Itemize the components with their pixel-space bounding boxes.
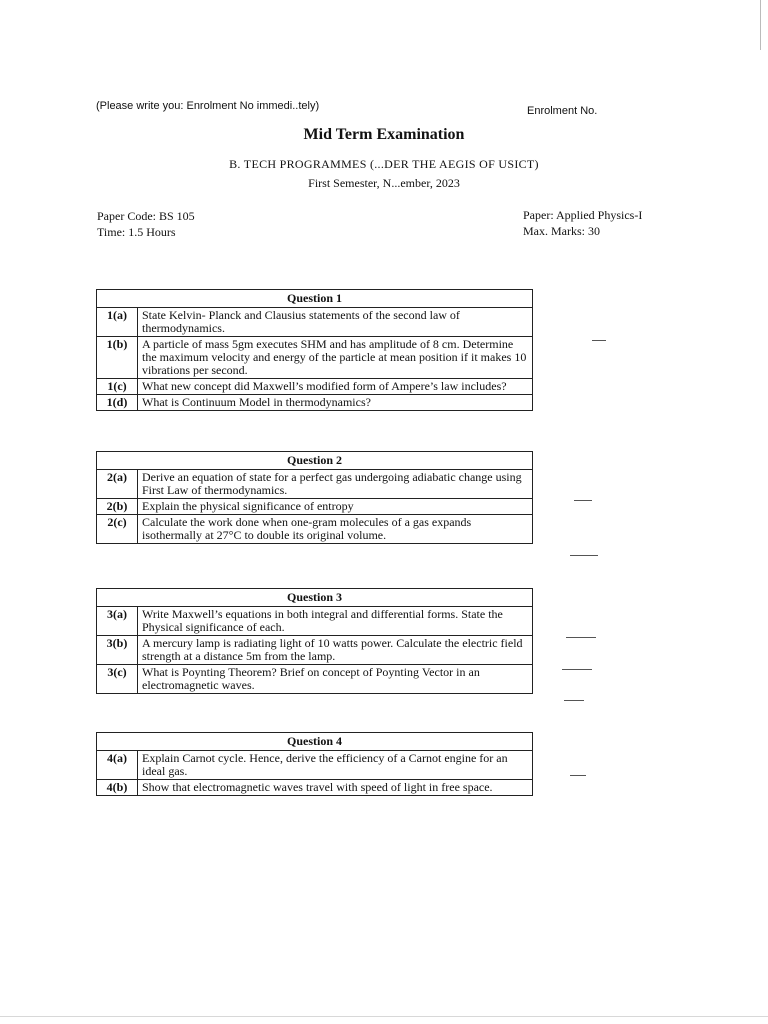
part-text: A mercury lamp is radiating light of 10 watts power. Calculate the electric field strength at a distance 5m from the lamp. — [138, 636, 533, 665]
part-number: 2(b) — [97, 499, 138, 515]
part-number: 1(d) — [97, 395, 138, 411]
question-part — [97, 607, 533, 636]
question-3-table — [96, 588, 533, 694]
question-heading: Question 4 — [97, 733, 533, 751]
time-allowed: Time: 1.5 Hours — [97, 225, 176, 239]
part-number: 1(b) — [97, 337, 138, 379]
part-number: 4(b) — [97, 780, 138, 796]
part-text: What new concept did Maxwell’s modified form of Ampere’s law includes? — [138, 379, 533, 395]
question-part — [97, 515, 533, 544]
question-1-table — [96, 289, 533, 411]
question-heading: Question 2 — [97, 452, 533, 470]
enrolment-instruction: (Please write you: Enrolment No immedi..tely) — [96, 100, 320, 112]
programme-line: B. TECH PROGRAMMES (...DER THE AEGIS OF USICT) — [229, 157, 539, 171]
paper-info-right — [523, 207, 642, 239]
part-text: State Kelvin- Planck and Clausius statements of the second law of thermodynamics. — [138, 308, 533, 337]
part-number: 3(c) — [97, 665, 138, 694]
part-text: Write Maxwell’s equations in both integral and differential forms. State the Physical significance of each. — [138, 607, 533, 636]
part-text: A particle of mass 5gm executes SHM and has amplitude of 8 cm. Determine the maximum velocity and energy of the particle at mean position if it makes 10 vibrations per second. — [138, 337, 533, 379]
question-part — [97, 395, 533, 411]
scan-edge — [760, 0, 761, 50]
question-part — [97, 470, 533, 499]
question-4-table — [96, 732, 533, 796]
part-number: 3(a) — [97, 607, 138, 636]
max-marks: Max. Marks: 30 — [523, 224, 600, 238]
margin-mark — [566, 637, 596, 638]
margin-mark — [574, 500, 592, 501]
question-heading: Question 3 — [97, 589, 533, 607]
exam-title: Mid Term Examination — [303, 126, 465, 143]
question-part — [97, 308, 533, 337]
part-number: 2(c) — [97, 515, 138, 544]
part-text: Explain Carnot cycle. Hence, derive the efficiency of a Carnot engine for an ideal gas. — [138, 751, 533, 780]
part-text: What is Continuum Model in thermodynamics? — [138, 395, 533, 411]
question-part — [97, 751, 533, 780]
semester-line: First Semester, N...ember, 2023 — [308, 176, 460, 190]
part-number: 3(b) — [97, 636, 138, 665]
question-part — [97, 780, 533, 796]
part-text: What is Poynting Theorem? Brief on concept of Poynting Vector in an electromagnetic waves. — [138, 665, 533, 694]
part-number: 1(a) — [97, 308, 138, 337]
question-part — [97, 499, 533, 515]
margin-mark — [570, 775, 586, 776]
margin-mark — [562, 669, 592, 670]
part-number: 2(a) — [97, 470, 138, 499]
part-text: Explain the physical significance of entropy — [138, 499, 533, 515]
paper-info-left — [97, 208, 195, 240]
part-number: 4(a) — [97, 751, 138, 780]
paper-code: Paper Code: BS 105 — [97, 209, 195, 223]
margin-mark — [570, 555, 598, 556]
paper-name: Paper: Applied Physics-I — [523, 208, 643, 222]
margin-mark — [564, 700, 584, 701]
part-text: Derive an equation of state for a perfect gas undergoing adiabatic change using First Law of thermodynamics. — [138, 470, 533, 499]
question-part — [97, 636, 533, 665]
question-heading: Question 1 — [97, 290, 533, 308]
question-part — [97, 379, 533, 395]
question-part — [97, 337, 533, 379]
part-number: 1(c) — [97, 379, 138, 395]
part-text: Calculate the work done when one-gram molecules of a gas expands isothermally at 27°C to double its original volume. — [138, 515, 533, 544]
enrolment-number-label: Enrolment No. — [527, 105, 598, 117]
question-2-table — [96, 451, 533, 544]
margin-mark — [592, 340, 606, 341]
scan-edge — [0, 1016, 768, 1017]
part-text: Show that electromagnetic waves travel with speed of light in free space. — [138, 780, 533, 796]
question-part — [97, 665, 533, 694]
